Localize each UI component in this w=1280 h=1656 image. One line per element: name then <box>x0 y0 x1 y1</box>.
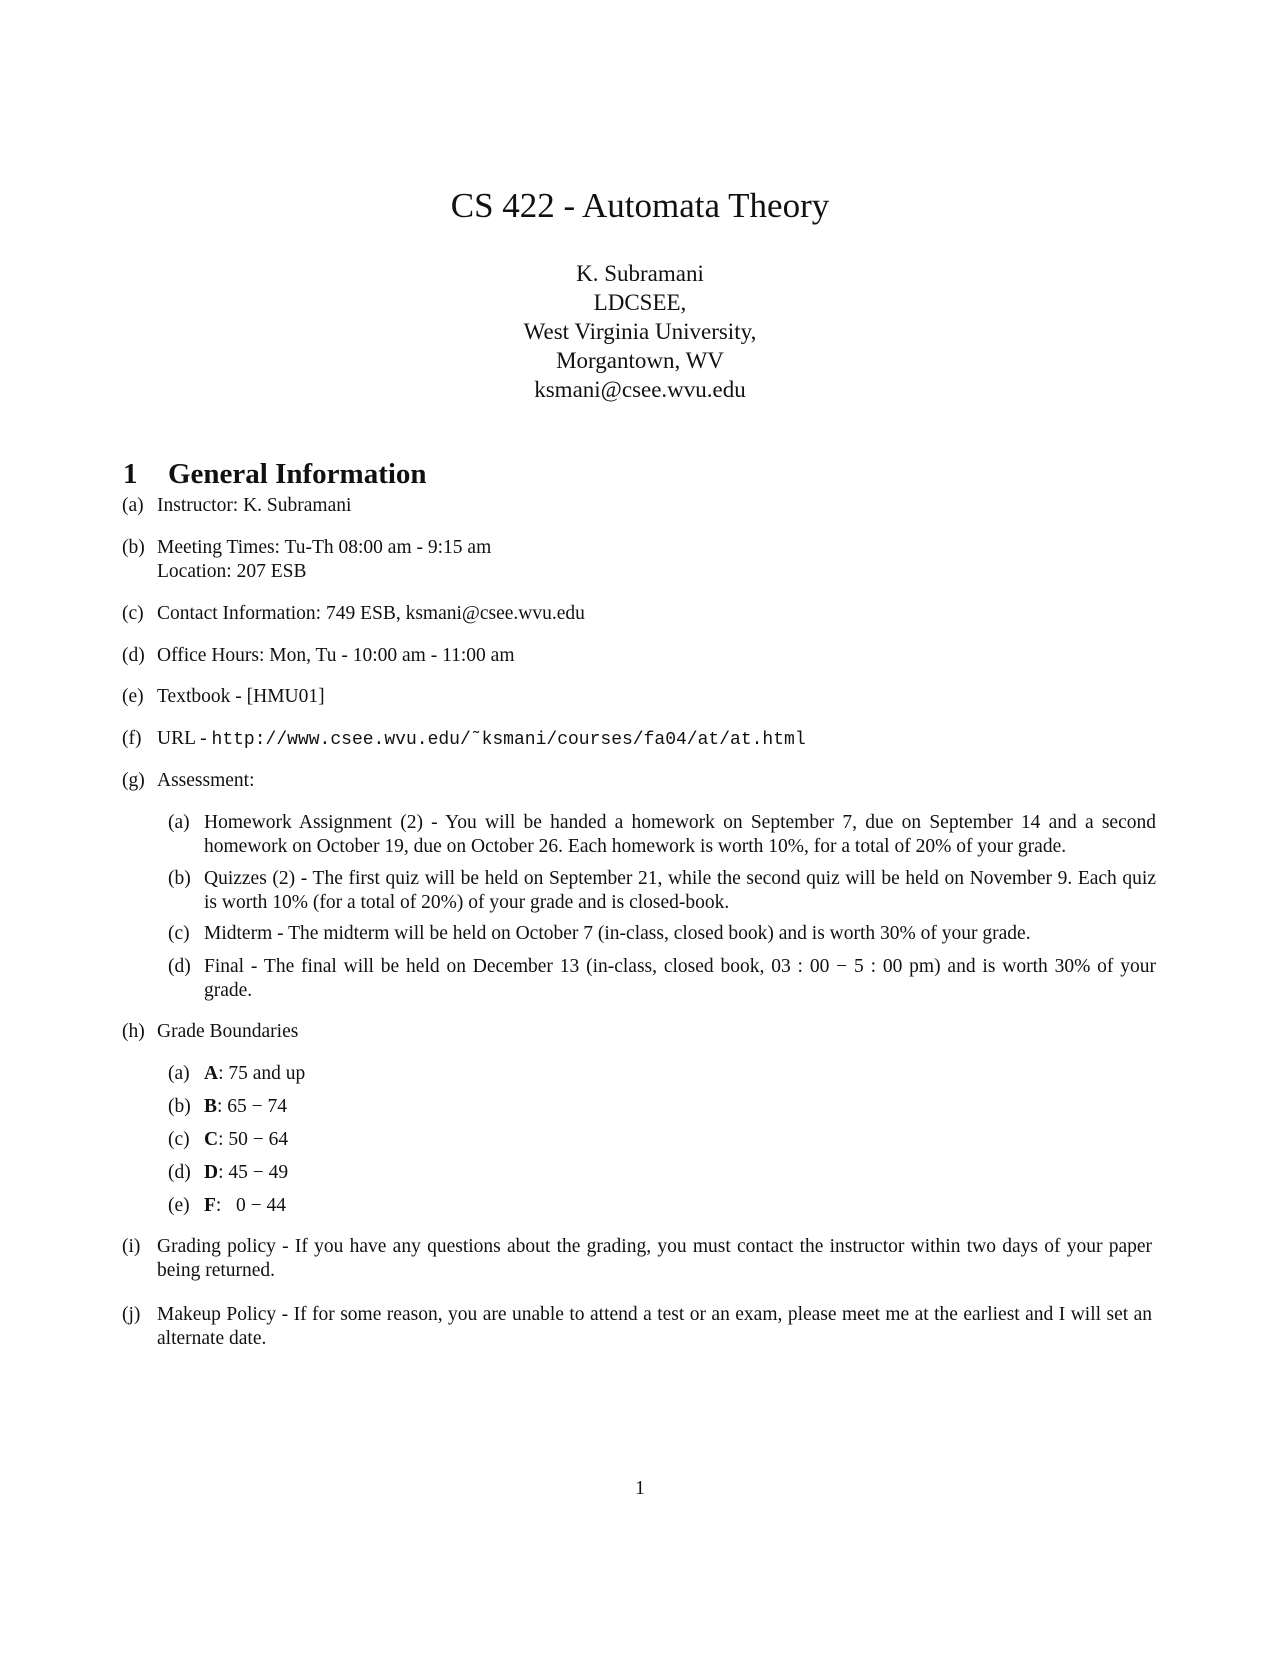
grade-range: : 45 − 49 <box>218 1162 289 1183</box>
item-text-meeting-times: Meeting Times: Tu-Th 08:00 am - 9:15 am <box>157 537 492 558</box>
item-label: (a) <box>168 1063 190 1084</box>
item-label: (e) <box>168 1195 190 1216</box>
item-label: (b) <box>168 1096 191 1117</box>
grade-range: : 50 − 64 <box>218 1129 289 1150</box>
item-text: Makeup Policy - If for some reason, you are unable to attend a test or an exam, please meet me at the earliest and I will set an alternate date. <box>157 1304 1152 1349</box>
section-heading <box>123 456 427 492</box>
item-label: (a) <box>122 495 144 516</box>
item-label: (g) <box>122 770 145 791</box>
author-university: West Virginia University, <box>523 319 757 344</box>
item-label: (c) <box>122 603 144 624</box>
course-url-link[interactable]: http://www.csee.wvu.edu/˜ksmani/courses/fa04/at/at.html <box>211 730 806 750</box>
item-body <box>204 1128 1156 1152</box>
grade-letter: F <box>204 1195 216 1216</box>
item-body <box>157 727 1152 752</box>
item-label: (j) <box>122 1304 141 1325</box>
page-number: 1 <box>635 1478 645 1499</box>
grade-range: : 65 − 74 <box>217 1096 288 1117</box>
grade-letter: C <box>204 1129 219 1150</box>
section-number: 1 <box>123 458 138 490</box>
item-body <box>204 1095 1156 1119</box>
item-label: (e) <box>122 686 144 707</box>
url-prefix: URL - <box>157 728 212 749</box>
item-text: Homework Assignment (2) - You will be handed a homework on September 7, due on September 14 and a second homework on October 19, due on October 26. Each homework is worth 10%, for a total of 20% of your grade. <box>204 812 1156 857</box>
author-department: LDCSEE, <box>593 290 687 315</box>
grade-range: : 75 and up <box>218 1063 306 1084</box>
item-label: (d) <box>122 645 145 666</box>
item-label: (a) <box>168 812 190 833</box>
item-label: (i) <box>122 1236 141 1257</box>
grade-range: : 0 − 44 <box>215 1195 286 1216</box>
item-text: Textbook - [HMU01] <box>157 686 325 707</box>
item-body <box>204 1194 1156 1218</box>
item-label: (f) <box>122 728 142 749</box>
item-text: Midterm - The midterm will be held on October 7 (in-class, closed book) and is worth 30% of your grade. <box>204 923 1031 944</box>
author-name: K. Subramani <box>576 261 704 286</box>
author-city: Morgantown, WV <box>556 348 724 373</box>
item-text: Assessment: <box>157 770 255 791</box>
grade-letter: B <box>204 1096 218 1117</box>
item-label: (b) <box>122 537 145 558</box>
item-text: Contact Information: 749 ESB, ksmani@csee.wvu.edu <box>157 603 585 624</box>
author-email: ksmani@csee.wvu.edu <box>534 377 746 402</box>
item-label: (d) <box>168 956 191 977</box>
item-text: Instructor: K. Subramani <box>157 495 352 516</box>
item-body <box>204 1161 1156 1185</box>
document-title: CS 422 - Automata Theory <box>450 186 830 225</box>
item-label: (b) <box>168 868 191 889</box>
grade-letter: D <box>204 1162 219 1183</box>
item-text: Quizzes (2) - The first quiz will be held on September 21, while the second quiz will be held on November 9. Each quiz is worth 10% (for a total of 20%) of your grade and is closed-book. <box>204 868 1156 913</box>
item-body <box>204 1062 1156 1086</box>
item-text-location: Location: 207 ESB <box>157 561 307 582</box>
item-body <box>157 536 1152 584</box>
item-text: Grading policy - If you have any questions about the grading, you must contact the instructor within two days of your paper being returned. <box>157 1236 1152 1281</box>
item-label: (c) <box>168 923 190 944</box>
item-label: (d) <box>168 1162 191 1183</box>
item-text: Grade Boundaries <box>157 1021 299 1042</box>
section-title: General Information <box>168 458 427 490</box>
item-label: (h) <box>122 1021 145 1042</box>
author-block <box>0 259 1280 404</box>
item-text: Office Hours: Mon, Tu - 10:00 am - 11:00 am <box>157 645 515 666</box>
item-label: (c) <box>168 1129 190 1150</box>
grade-letter: A <box>204 1063 219 1084</box>
item-text: Final - The final will be held on December 13 (in-class, closed book, 03 : 00 − 5 : 00 pm) and is worth 30% of your grade. <box>204 956 1156 1001</box>
